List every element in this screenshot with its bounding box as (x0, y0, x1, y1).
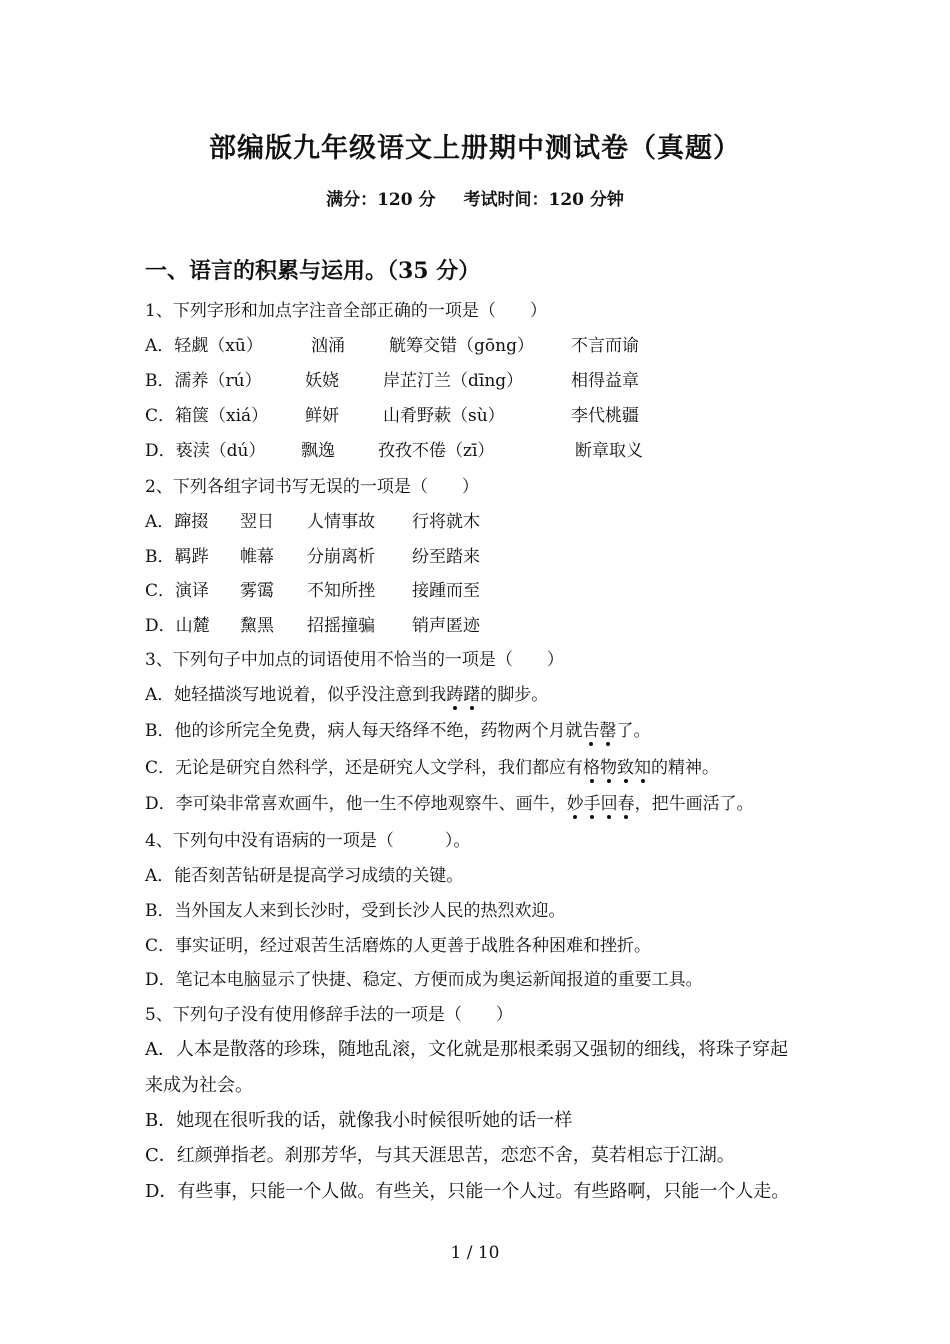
q4-option-a: A．能否刻苦钻研是提高学习成绩的关键。 (145, 866, 464, 886)
q3-a-post: 的脚步。 (480, 685, 549, 705)
full-score: 满分：120 分 (326, 190, 436, 210)
q3-option-b (145, 716, 651, 741)
q3-option-c (145, 753, 719, 778)
q1-a-3: 觥筹交错（gōng） (389, 336, 534, 356)
q2-option-c (145, 576, 480, 601)
q2-c-4: 接踵而至 (412, 581, 480, 601)
dotted-char: 致 (617, 753, 634, 778)
q4-option-d: D．笔记本电脑显示了快捷、稳定、方便而成为奥运新闻报道的重要工具。 (145, 970, 703, 990)
q2-b-1: B．羁跸 (145, 547, 209, 567)
question-2-stem: 2、下列各组字词书写无误的一项是（ ） (145, 477, 479, 497)
q3-option-d (145, 789, 754, 814)
q3-c-pre: C．无论是研究自然科学，还是研究人文学科，我们都应有 (145, 758, 584, 778)
q1-d-3: 孜孜不倦（zī） (378, 441, 495, 461)
q2-a-4: 行将就木 (412, 512, 480, 532)
q1-b-2: 妖娆 (305, 371, 339, 391)
dotted-char: 罄 (600, 716, 617, 741)
q1-a-1: A．轻觑（xū） (145, 336, 263, 356)
q2-option-a (145, 507, 480, 532)
dotted-char: 躇 (463, 680, 480, 705)
exam-time: 考试时间：120 分钟 (463, 190, 624, 210)
dotted-char: 春 (618, 789, 635, 814)
dotted-char: 告 (583, 716, 600, 741)
q3-d-post: ，把牛画活了。 (634, 794, 754, 814)
dotted-char: 妙 (567, 789, 584, 814)
q2-a-2: 翌日 (240, 512, 274, 532)
q5-option-d: D．有些事，只能一个人做。有些关，只能一个人过。有些路啊，只能一个人走。 (145, 1181, 790, 1202)
q1-b-1: B．濡养（rú） (145, 371, 262, 391)
dotted-char: 知 (634, 753, 651, 778)
q3-a-dotted-word (446, 685, 480, 705)
dotted-char: 手 (584, 789, 601, 814)
q2-a-3: 人情事故 (307, 512, 375, 532)
q2-b-4: 纷至踏来 (412, 547, 480, 567)
q3-b-dotted-word (583, 721, 617, 741)
exam-info (0, 185, 950, 210)
page-number: 1 / 10 (450, 1243, 500, 1263)
question-4-stem: 4、下列句中没有语病的一项是（ ）。 (145, 831, 471, 851)
q3-c-post: 的精神。 (651, 758, 720, 778)
dotted-char: 格 (583, 753, 600, 778)
q1-d-1: D．亵渎（dú） (145, 441, 266, 461)
q1-a-2: 汹涌 (311, 336, 345, 356)
q4-option-c: C．事实证明，经过艰苦生活磨炼的人更善于战胜各种困难和挫折。 (145, 936, 652, 956)
q2-d-2: 黧黑 (240, 616, 274, 636)
q2-c-3: 不知所挫 (307, 581, 375, 601)
q3-option-a (145, 680, 548, 705)
section-heading: 一、语言的积累与运用。（35 分） (145, 258, 481, 284)
q1-b-3: 岸芷汀兰（dīng） (383, 371, 524, 391)
q1-option-b (145, 366, 639, 391)
q1-option-a (145, 331, 639, 356)
q1-b-4: 相得益章 (571, 371, 639, 391)
q3-b-pre: B．他的诊所完全免费，病人每天络绎不绝，药物两个月就 (145, 721, 583, 741)
q1-option-d (145, 436, 643, 461)
q1-c-4: 李代桃疆 (571, 406, 639, 426)
q1-option-c (145, 401, 639, 426)
question-1-stem: 1、下列字形和加点字注音全部正确的一项是（ ） (145, 301, 547, 321)
q4-option-b: B．当外国友人来到长沙时，受到长沙人民的热烈欢迎。 (145, 901, 566, 921)
q2-option-d (145, 611, 480, 636)
q2-option-b (145, 542, 480, 567)
q1-a-4: 不言而谕 (571, 336, 639, 356)
q3-c-dotted-word (583, 758, 651, 778)
q2-d-3: 招摇撞骗 (307, 616, 375, 636)
q1-c-3: 山肴野蔌（sù） (383, 406, 505, 426)
q5-option-a-line1: A．人本是散落的珍珠，随地乱滚，文化就是那根柔弱又强韧的细线，将珠子穿起 (145, 1039, 788, 1060)
page-title: 部编版九年级语文上册期中测试卷（真题） (209, 133, 741, 164)
q1-d-2: 飘逸 (301, 441, 335, 461)
q3-a-pre: A．她轻描淡写地说着，似乎没注意到我 (145, 685, 447, 705)
q2-d-4: 销声匿迹 (412, 616, 480, 636)
q2-c-1: C．演译 (145, 581, 210, 601)
q5-option-a-line2: 来成为社会。 (145, 1075, 253, 1096)
dotted-char: 回 (601, 789, 618, 814)
dotted-char: 物 (600, 753, 617, 778)
q2-d-1: D．山麓 (145, 616, 210, 636)
q2-b-2: 帷幕 (240, 547, 274, 567)
dotted-char: 踌 (446, 680, 463, 705)
q5-option-c: C．红颜弹指老。刹那芳华，与其天涯思苦，恋恋不舍，莫若相忘于江湖。 (145, 1145, 735, 1166)
q2-b-3: 分崩离析 (307, 547, 375, 567)
q2-c-2: 雾霭 (240, 581, 274, 601)
q3-d-pre: D．李可染非常喜欢画牛，他一生不停地观察牛、画牛， (145, 794, 567, 814)
q1-c-1: C．箱箧（xiá） (145, 406, 269, 426)
q3-d-dotted-word (567, 794, 635, 814)
q3-b-post: 了。 (616, 721, 651, 741)
question-5-stem: 5、下列句子没有使用修辞手法的一项是（ ） (145, 1005, 513, 1025)
q1-c-2: 鲜妍 (305, 406, 339, 426)
q5-option-b: B．她现在很听我的话，就像我小时候很听她的话一样 (145, 1110, 573, 1131)
q1-d-4: 断章取义 (575, 441, 643, 461)
question-3-stem: 3、下列句子中加点的词语使用不恰当的一项是（ ） (145, 650, 564, 670)
q2-a-1: A．蹿掇 (145, 512, 209, 532)
